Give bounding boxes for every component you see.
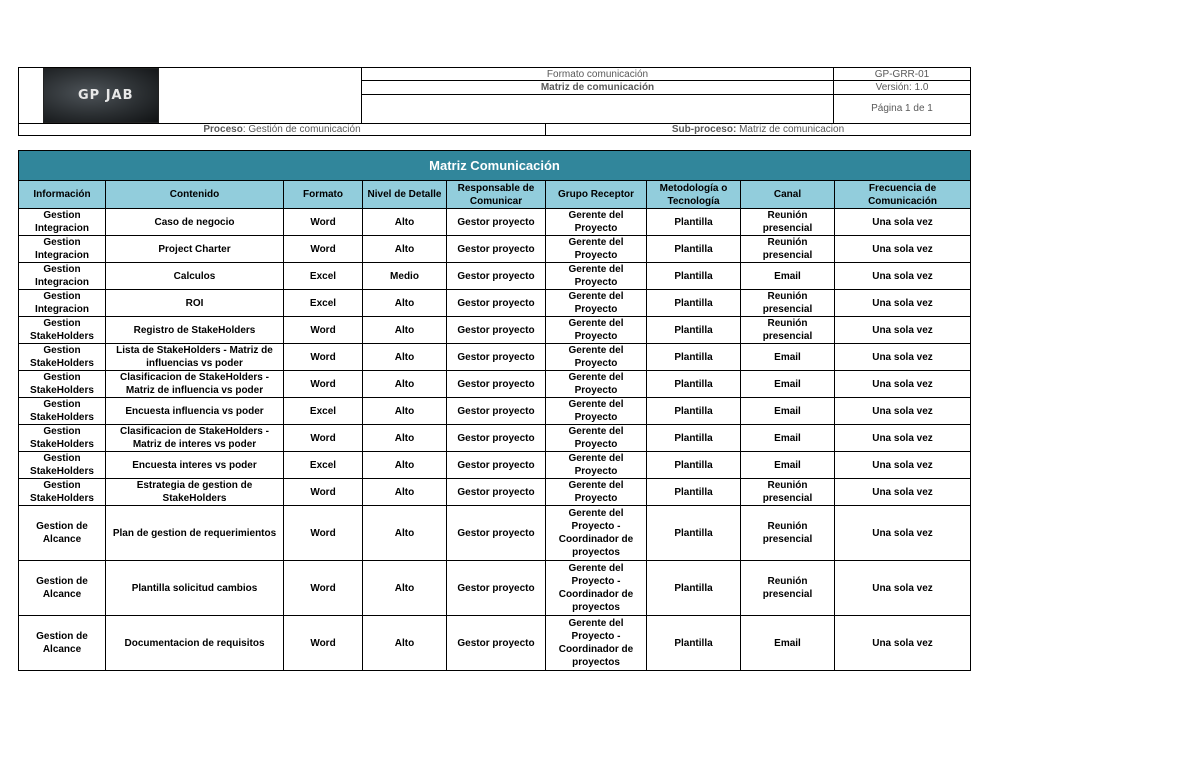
communication-matrix xyxy=(18,150,971,671)
table-cell: Gerente del Proyecto xyxy=(546,209,647,236)
table-cell: Plantilla xyxy=(647,236,741,263)
table-cell: Gestion StakeHolders xyxy=(19,479,106,506)
table-cell: Project Charter xyxy=(106,236,284,263)
table-cell: Alto xyxy=(363,616,447,671)
table-cell: Plantilla xyxy=(647,263,741,290)
table-cell: Alto xyxy=(363,452,447,479)
table-cell: Reunión presencial xyxy=(741,561,835,616)
table-cell: Gerente del Proyecto xyxy=(546,371,647,398)
proceso-cell xyxy=(19,124,546,136)
table-cell: Gestion StakeHolders xyxy=(19,371,106,398)
column-header-row xyxy=(19,181,971,209)
table-cell: Gestor proyecto xyxy=(447,317,546,344)
table-cell: Una sola vez xyxy=(835,263,971,290)
table-cell: Word xyxy=(284,616,363,671)
table-row xyxy=(19,425,971,452)
table-cell: Gestor proyecto xyxy=(447,425,546,452)
table-cell: Word xyxy=(284,479,363,506)
table-cell: Gestion StakeHolders xyxy=(19,317,106,344)
table-cell: Gestion de Alcance xyxy=(19,506,106,561)
column-header: Responsable de Comunicar xyxy=(447,181,546,209)
table-cell: Una sola vez xyxy=(835,452,971,479)
table-cell: Gerente del Proyecto xyxy=(546,398,647,425)
table-cell: Plantilla xyxy=(647,371,741,398)
table-cell: Alto xyxy=(363,479,447,506)
table-row xyxy=(19,290,971,317)
subproceso-cell xyxy=(546,124,971,136)
table-cell: Excel xyxy=(284,290,363,317)
table-row xyxy=(19,317,971,344)
table-cell: Word xyxy=(284,236,363,263)
table-cell: Alto xyxy=(363,398,447,425)
table-row xyxy=(19,344,971,371)
table-cell: Plantilla xyxy=(647,317,741,344)
table-row xyxy=(19,452,971,479)
table-cell: Email xyxy=(741,616,835,671)
table-cell: Encuesta interes vs poder xyxy=(106,452,284,479)
table-cell: Gestion de Alcance xyxy=(19,561,106,616)
table-cell: Plantilla xyxy=(647,344,741,371)
table-cell: Email xyxy=(741,263,835,290)
proceso-label: Proceso xyxy=(203,124,243,135)
table-cell: Gestion de Alcance xyxy=(19,616,106,671)
table-cell: Gestor proyecto xyxy=(447,209,546,236)
company-logo xyxy=(43,68,159,123)
table-cell: Gestor proyecto xyxy=(447,263,546,290)
table-cell: Gestor proyecto xyxy=(447,290,546,317)
table-cell: Una sola vez xyxy=(835,398,971,425)
table-cell: Gestion StakeHolders xyxy=(19,425,106,452)
table-cell: Reunión presencial xyxy=(741,479,835,506)
table-cell: Excel xyxy=(284,452,363,479)
table-cell: Gestor proyecto xyxy=(447,561,546,616)
table-cell: Word xyxy=(284,561,363,616)
table-cell: Gerente del Proyecto xyxy=(546,452,647,479)
table-cell: Una sola vez xyxy=(835,371,971,398)
table-cell: Gerente del Proyecto xyxy=(546,236,647,263)
table-cell: Encuesta influencia vs poder xyxy=(106,398,284,425)
proceso-value: : Gestión de comunicación xyxy=(242,124,361,135)
document-version: Versión: 1.0 xyxy=(834,81,971,94)
document-code: GP-GRR-01 xyxy=(834,68,971,81)
column-header: Canal xyxy=(741,181,835,209)
matrix-title: Matriz Comunicación xyxy=(19,151,971,181)
table-cell: Gestor proyecto xyxy=(447,616,546,671)
table-cell: Reunión presencial xyxy=(741,236,835,263)
page-number: Página 1 de 1 xyxy=(834,94,971,123)
table-cell: Alto xyxy=(363,371,447,398)
table-cell: Email xyxy=(741,371,835,398)
matrix-body xyxy=(19,209,971,671)
table-cell: Gerente del Proyecto xyxy=(546,344,647,371)
table-cell: Email xyxy=(741,425,835,452)
table-cell: Gerente del Proyecto xyxy=(546,479,647,506)
table-cell: Una sola vez xyxy=(835,236,971,263)
table-cell: Gerente del Proyecto xyxy=(546,290,647,317)
table-cell: Word xyxy=(284,506,363,561)
logo-text: GP JAB xyxy=(78,88,134,103)
table-cell: Plantilla xyxy=(647,425,741,452)
table-cell: Una sola vez xyxy=(835,209,971,236)
document-header xyxy=(18,67,971,136)
table-row xyxy=(19,371,971,398)
table-cell: Gestor proyecto xyxy=(447,371,546,398)
table-cell: Plantilla xyxy=(647,561,741,616)
table-cell: Word xyxy=(284,371,363,398)
subproceso-label: Sub-proceso: xyxy=(671,124,737,135)
column-header: Metodología o Tecnología xyxy=(647,181,741,209)
blank-cell xyxy=(362,94,834,123)
table-cell: Plantilla xyxy=(647,290,741,317)
table-cell: Gestor proyecto xyxy=(447,506,546,561)
table-cell: Gestor proyecto xyxy=(447,344,546,371)
table-cell: Gerente del Proyecto xyxy=(546,263,647,290)
table-cell: Alto xyxy=(363,425,447,452)
table-cell: Caso de negocio xyxy=(106,209,284,236)
table-cell: Reunión presencial xyxy=(741,209,835,236)
table-cell: Gerente del Proyecto - Coordinador de proyectos xyxy=(546,561,647,616)
table-cell: Gestion StakeHolders xyxy=(19,344,106,371)
table-cell: Medio xyxy=(363,263,447,290)
table-cell: Email xyxy=(741,452,835,479)
table-cell: Plantilla xyxy=(647,209,741,236)
table-cell: Word xyxy=(284,209,363,236)
subproceso-value: Matriz de comunicacion xyxy=(736,124,845,135)
table-cell: Una sola vez xyxy=(835,506,971,561)
table-cell: Clasificacion de StakeHolders - Matriz de interes vs poder xyxy=(106,425,284,452)
column-header: Nivel de Detalle xyxy=(363,181,447,209)
table-row xyxy=(19,236,971,263)
table-cell: Email xyxy=(741,398,835,425)
table-cell: Gerente del Proyecto xyxy=(546,425,647,452)
table-cell: Gestor proyecto xyxy=(447,398,546,425)
table-cell: Word xyxy=(284,344,363,371)
table-cell: Una sola vez xyxy=(835,479,971,506)
table-cell: Alto xyxy=(363,506,447,561)
table-cell: Reunión presencial xyxy=(741,506,835,561)
table-cell: Alto xyxy=(363,317,447,344)
table-cell: Plantilla xyxy=(647,506,741,561)
table-cell: Plantilla xyxy=(647,616,741,671)
table-cell: Gestor proyecto xyxy=(447,236,546,263)
table-cell: Una sola vez xyxy=(835,561,971,616)
table-cell: Una sola vez xyxy=(835,290,971,317)
column-header: Contenido xyxy=(106,181,284,209)
table-cell: Gestion Integracion xyxy=(19,290,106,317)
table-cell: Gestion StakeHolders xyxy=(19,398,106,425)
table-cell: Una sola vez xyxy=(835,317,971,344)
table-cell: Calculos xyxy=(106,263,284,290)
table-row xyxy=(19,209,971,236)
table-cell: Gestion StakeHolders xyxy=(19,452,106,479)
table-cell: Plantilla solicitud cambios xyxy=(106,561,284,616)
table-cell: Gestor proyecto xyxy=(447,452,546,479)
table-cell: Reunión presencial xyxy=(741,290,835,317)
document-title: Matriz de comunicación xyxy=(362,81,834,94)
table-cell: Plan de gestion de requerimientos xyxy=(106,506,284,561)
format-name: Formato comunicación xyxy=(362,68,834,81)
table-cell: Lista de StakeHolders - Matriz de influencias vs poder xyxy=(106,344,284,371)
table-cell: Gestion Integracion xyxy=(19,263,106,290)
column-header: Frecuencia de Comunicación xyxy=(835,181,971,209)
table-cell: Alto xyxy=(363,290,447,317)
table-cell: Reunión presencial xyxy=(741,317,835,344)
table-cell: Alto xyxy=(363,236,447,263)
table-cell: Gestor proyecto xyxy=(447,479,546,506)
table-row xyxy=(19,506,971,561)
table-cell: Alto xyxy=(363,344,447,371)
table-cell: Gerente del Proyecto xyxy=(546,317,647,344)
column-header: Grupo Receptor xyxy=(546,181,647,209)
table-cell: Gerente del Proyecto - Coordinador de proyectos xyxy=(546,616,647,671)
table-cell: Excel xyxy=(284,398,363,425)
table-cell: Excel xyxy=(284,263,363,290)
table-cell: Alto xyxy=(363,209,447,236)
table-row xyxy=(19,561,971,616)
table-cell: Gestion Integracion xyxy=(19,236,106,263)
column-header: Información xyxy=(19,181,106,209)
table-row xyxy=(19,263,971,290)
table-cell: Documentacion de requisitos xyxy=(106,616,284,671)
table-cell: Registro de StakeHolders xyxy=(106,317,284,344)
table-cell: Clasificacion de StakeHolders - Matriz de influencia vs poder xyxy=(106,371,284,398)
table-cell: Word xyxy=(284,317,363,344)
table-cell: Word xyxy=(284,425,363,452)
table-row xyxy=(19,479,971,506)
table-cell: Una sola vez xyxy=(835,616,971,671)
table-cell: Gestion Integracion xyxy=(19,209,106,236)
table-row xyxy=(19,398,971,425)
table-cell: Plantilla xyxy=(647,479,741,506)
table-cell: Email xyxy=(741,344,835,371)
table-cell: Estrategia de gestion de StakeHolders xyxy=(106,479,284,506)
table-cell: Plantilla xyxy=(647,398,741,425)
table-cell: Plantilla xyxy=(647,452,741,479)
table-cell: ROI xyxy=(106,290,284,317)
table-row xyxy=(19,616,971,671)
logo-cell xyxy=(19,68,362,124)
column-header: Formato xyxy=(284,181,363,209)
table-cell: Una sola vez xyxy=(835,344,971,371)
table-cell: Alto xyxy=(363,561,447,616)
table-cell: Gerente del Proyecto - Coordinador de proyectos xyxy=(546,506,647,561)
table-cell: Una sola vez xyxy=(835,425,971,452)
